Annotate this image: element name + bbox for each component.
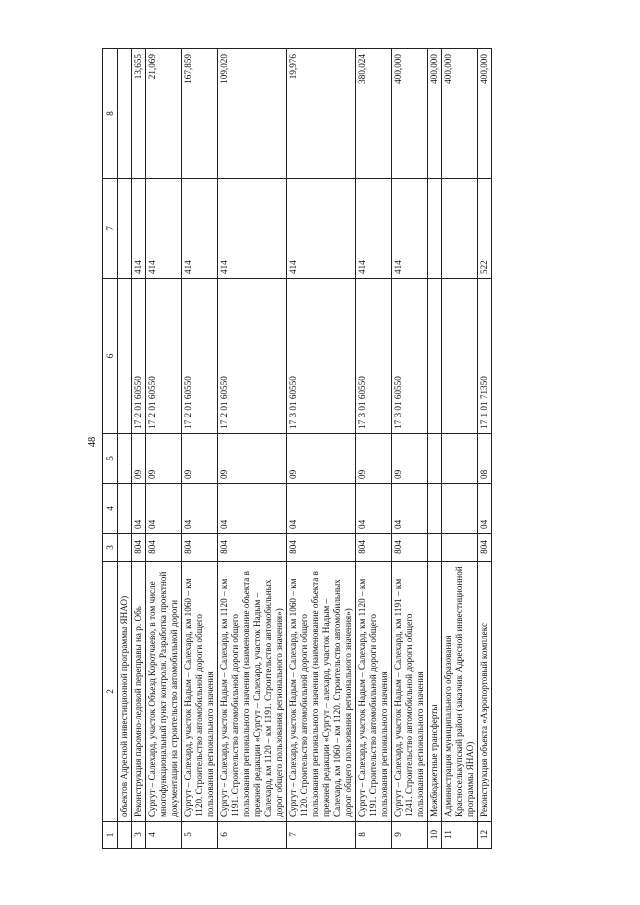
object-name-cell: Реконструкция объекта «Аэропортовый комплекс	[478, 562, 492, 822]
table-row	[218, 49, 287, 849]
amount-cell: 380,024	[356, 49, 392, 179]
row-number-cell: 6	[218, 822, 287, 849]
ministry-code-cell	[442, 534, 478, 562]
section-code-cell: 04	[287, 484, 356, 534]
expense-type-cell: 414	[132, 179, 146, 279]
object-name-cell: Сургут – Салехард, участок Надым – Салехард, км 1120 – км 1191. Строительство автомобильной дороги общего пользования регионального значения (наименование объекта в прежней редакции «Сургут – Салехард, участок Надым – Салехард, км 1120 – км 1191. Строительство автомобильных дорог общего пользования регионального значения»)	[218, 562, 287, 822]
expense-type-cell: 414	[218, 179, 287, 279]
target-article-cell: 17 3 01 60550	[392, 279, 428, 434]
amount-cell: 109,020	[218, 49, 287, 179]
ministry-code-cell	[118, 534, 132, 562]
subsection-code-cell: 09	[287, 434, 356, 484]
section-code-cell: 04	[146, 484, 182, 534]
header-cell: 4	[103, 484, 118, 534]
section-code-cell	[118, 484, 132, 534]
header-cell: 5	[103, 434, 118, 484]
subsection-code-cell: 09	[218, 434, 287, 484]
target-article-cell	[118, 279, 132, 434]
section-code-cell: 04	[218, 484, 287, 534]
header-cell: 7	[103, 179, 118, 279]
amount-cell: 400,000	[442, 49, 478, 179]
header-row	[103, 49, 118, 849]
subsection-code-cell: 09	[356, 434, 392, 484]
amount-cell: 21,069	[146, 49, 182, 179]
section-code-cell: 04	[132, 484, 146, 534]
table-row	[118, 49, 132, 849]
target-article-cell: 17 2 01 60550	[146, 279, 182, 434]
target-article-cell: 17 2 01 60550	[218, 279, 287, 434]
subsection-code-cell: 09	[182, 434, 218, 484]
section-code-cell: 04	[356, 484, 392, 534]
header-cell: 6	[103, 279, 118, 434]
row-number-cell: 12	[478, 822, 492, 849]
ministry-code-cell: 804	[478, 534, 492, 562]
table-row	[146, 49, 182, 849]
ministry-code-cell: 804	[132, 534, 146, 562]
target-article-cell: 17 2 01 60550	[182, 279, 218, 434]
table-row	[428, 49, 442, 849]
object-name-cell: Сургут – Салехард, участок Объезд Коротчаево, в том числе многофункциональный пункт контроля. Разработка проектной документации на строительство автомобильной дороги	[146, 562, 182, 822]
expense-type-cell: 414	[356, 179, 392, 279]
object-name-cell: Сургут – Салехард, участок Надым – Салехард, км 1060 – км 1120. Строительство автомобильной дороги общего пользования регионального значения (наименование объекта в прежней редакции «Сургут – алехард, участок Надым – Салехард, км 1060 – км 1120. Строительство автомобильных дорог общего пользования регионального значения»)	[287, 562, 356, 822]
subsection-code-cell	[428, 434, 442, 484]
subsection-code-cell: 09	[146, 434, 182, 484]
header-cell: 1	[103, 822, 118, 849]
object-name-cell: Межбюджетные трансферты	[428, 562, 442, 822]
section-code-cell: 04	[392, 484, 428, 534]
row-number-cell: 9	[392, 822, 428, 849]
amount-cell: 13,655	[132, 49, 146, 179]
object-name-cell: объектов Адресной инвестиционной программы ЯНАО)	[118, 562, 132, 822]
ministry-code-cell: 804	[392, 534, 428, 562]
table-row	[478, 49, 492, 849]
row-number-cell: 3	[132, 822, 146, 849]
expense-type-cell	[428, 179, 442, 279]
header-cell: 8	[103, 49, 118, 179]
object-name-cell: Сургут – Салехард, участок Надым – Салехард, км 1060 – км 1120. Строительство автомобильной дороги общего пользования регионального значения	[182, 562, 218, 822]
ministry-code-cell: 804	[146, 534, 182, 562]
table-row	[287, 49, 356, 849]
table-row	[442, 49, 478, 849]
row-number-cell	[118, 822, 132, 849]
target-article-cell: 17 3 01 60550	[356, 279, 392, 434]
subsection-code-cell	[118, 434, 132, 484]
subsection-code-cell: 09	[132, 434, 146, 484]
amount-cell: 400,000	[428, 49, 442, 179]
expense-type-cell: 414	[392, 179, 428, 279]
row-number-cell: 4	[146, 822, 182, 849]
table-row	[132, 49, 146, 849]
page-number: 48	[87, 436, 98, 448]
target-article-cell	[428, 279, 442, 434]
ministry-code-cell: 804	[356, 534, 392, 562]
subsection-code-cell: 08	[478, 434, 492, 484]
object-name-cell: Сургут – Салехард, участок Надым – Салехард, км 1191 – км 1241. Строительство автомобильной дороги общего пользования регионального значения	[392, 562, 428, 822]
section-code-cell	[428, 484, 442, 534]
section-code-cell	[442, 484, 478, 534]
amount-cell: 167,859	[182, 49, 218, 179]
object-name-cell: Администрация муниципального образования Красноселькупский район (заказчик Адресной инвестиционной программы ЯНАО)	[442, 562, 478, 822]
object-name-cell: Сургут – Салехард, участок Надым – Салехард, км 1120 – км 1191. Строительство автомобильной дороги общего пользования регионального значения	[356, 562, 392, 822]
header-cell: 2	[103, 562, 118, 822]
expense-type-cell: 522	[478, 179, 492, 279]
target-article-cell: 17 3 01 60550	[287, 279, 356, 434]
header-cell: 3	[103, 534, 118, 562]
subsection-code-cell	[442, 434, 478, 484]
expense-type-cell: 414	[182, 179, 218, 279]
ministry-code-cell: 804	[182, 534, 218, 562]
amount-cell: 19,976	[287, 49, 356, 179]
table-row	[392, 49, 428, 849]
target-article-cell: 17 1 01 71350	[478, 279, 492, 434]
amount-cell	[118, 49, 132, 179]
ministry-code-cell: 804	[218, 534, 287, 562]
expense-type-cell	[442, 179, 478, 279]
row-number-cell: 11	[442, 822, 478, 849]
ministry-code-cell	[428, 534, 442, 562]
section-code-cell: 04	[478, 484, 492, 534]
expense-type-cell: 414	[287, 179, 356, 279]
section-code-cell: 04	[182, 484, 218, 534]
amount-cell: 400,000	[392, 49, 428, 179]
object-name-cell: Реконструкция паромно-ледовой переправы на р. Обь	[132, 562, 146, 822]
row-number-cell: 7	[287, 822, 356, 849]
row-number-cell: 5	[182, 822, 218, 849]
target-article-cell: 17 2 01 60550	[132, 279, 146, 434]
amount-cell: 400,000	[478, 49, 492, 179]
target-article-cell	[442, 279, 478, 434]
ministry-code-cell: 804	[287, 534, 356, 562]
table-row	[356, 49, 392, 849]
row-number-cell: 10	[428, 822, 442, 849]
budget-table	[102, 48, 492, 849]
expense-type-cell	[118, 179, 132, 279]
expense-type-cell: 414	[146, 179, 182, 279]
row-number-cell: 8	[356, 822, 392, 849]
table-row	[182, 49, 218, 849]
subsection-code-cell: 09	[392, 434, 428, 484]
